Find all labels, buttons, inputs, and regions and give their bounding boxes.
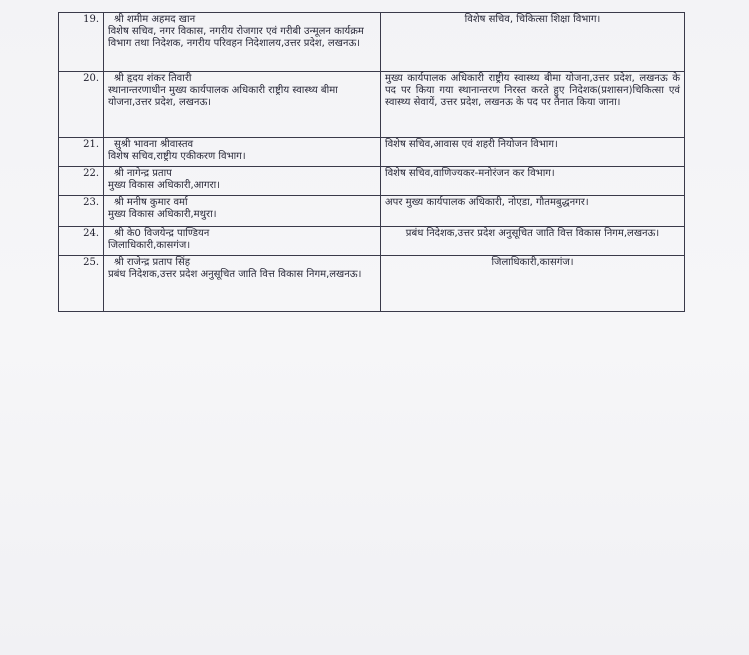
current-post: विशेष सचिव, नगर विकास, नगरीय रोजगार एवं गरीबी उन्मूलन कार्यक्रम विभाग तथा निदेशक, नगरीय परिवहन निदेशालय,उत्तर प्रदेश, लखनऊ। [108, 26, 364, 49]
officer-cell [104, 227, 381, 256]
serial-number: 25. [59, 256, 104, 312]
current-post: विशेष सचिव,राष्ट्रीय एकीकरण विभाग। [108, 151, 246, 162]
officer-cell [104, 196, 381, 227]
current-post: जिलाधिकारी,कासगंज। [108, 240, 191, 251]
table-row [59, 72, 685, 138]
new-post: विशेष सचिव,वाणिज्यकर-मनोरंजन कर विभाग। [381, 167, 685, 196]
officer-name: सुश्री भावना श्रीवास्तव [114, 139, 194, 150]
officer-cell [104, 138, 381, 167]
officer-name: श्री शमीम अहमद खान [114, 14, 196, 25]
serial-number: 19. [59, 13, 104, 72]
table-row [59, 138, 685, 167]
officer-name: श्री मनीष कुमार वर्मा [114, 197, 188, 208]
current-post: स्थानान्तरणाधीन मुख्य कार्यपालक अधिकारी राष्ट्रीय स्वास्थ्य बीमा योजना,उत्तर प्रदेश, लखनऊ। [108, 85, 338, 108]
officer-name: श्री के0 विजयेन्द्र पाण्डियन [114, 228, 210, 239]
serial-number: 22. [59, 167, 104, 196]
officer-cell [104, 256, 381, 312]
serial-number: 23. [59, 196, 104, 227]
table-row [59, 13, 685, 72]
table-row [59, 227, 685, 256]
current-post: मुख्य विकास अधिकारी,आगरा। [108, 180, 220, 191]
new-post: विशेष सचिव, चिकित्सा शिक्षा विभाग। [381, 13, 685, 72]
table-row [59, 256, 685, 312]
current-post: मुख्य विकास अधिकारी,मथुरा। [108, 209, 217, 220]
officer-name: श्री राजेन्द्र प्रताप सिंह [114, 257, 191, 268]
current-post: प्रबंध निदेशक,उत्तर प्रदेश अनुसूचित जाति वित्त विकास निगम,लखनऊ। [108, 269, 362, 280]
new-post: जिलाधिकारी,कासगंज। [381, 256, 685, 312]
officer-name: श्री हृदय शंकर तिवारी [114, 73, 192, 84]
new-post: अपर मुख्य कार्यपालक अधिकारी, नोएडा, गौतमबुद्धनगर। [381, 196, 685, 227]
officer-cell [104, 13, 381, 72]
table-row [59, 167, 685, 196]
serial-number: 21. [59, 138, 104, 167]
transfer-order-table [58, 12, 685, 312]
serial-number: 20. [59, 72, 104, 138]
new-post: विशेष सचिव,आवास एवं शहरी नियोजन विभाग। [381, 138, 685, 167]
serial-number: 24. [59, 227, 104, 256]
new-post: प्रबंध निदेशक,उत्तर प्रदेश अनुसूचित जाति वित्त विकास निगम,लखनऊ। [381, 227, 685, 256]
officer-cell [104, 167, 381, 196]
officer-name: श्री नागेन्द्र प्रताप [114, 168, 172, 179]
table-row [59, 196, 685, 227]
officer-cell [104, 72, 381, 138]
new-post: मुख्य कार्यपालक अधिकारी राष्ट्रीय स्वास्थ्य बीमा योजना,उत्तर प्रदेश, लखनऊ के पद पर किया गया स्थानान्तरण निरस्त करते हुए निदेशक(प्रशासन)चिकित्सा एवं स्वास्थ्य सेवायें, उत्तर प्रदेश, लखनऊ के पद पर तैनात किया जाना। [381, 72, 685, 138]
